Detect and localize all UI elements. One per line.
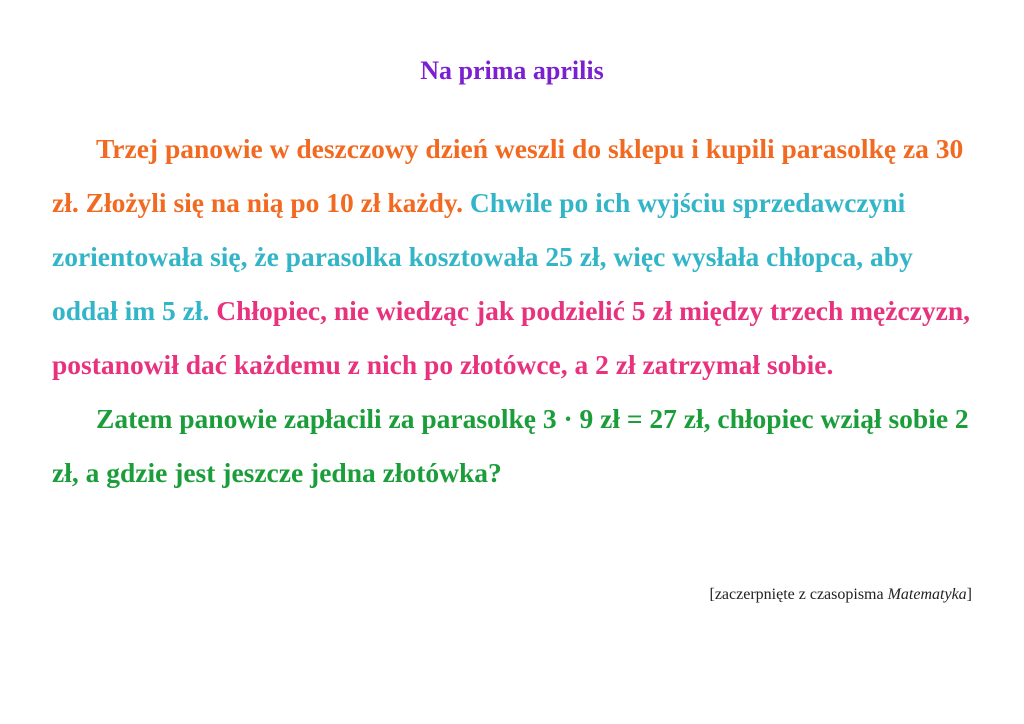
source-journal: Matematyka (887, 586, 967, 603)
source-citation (709, 586, 972, 604)
text-orange: Trzej panowie w deszczowy dzień weszli do sklepu i kupili parasolkę za 30 zł. Złożyli się na nią po 10 zł każdy. (52, 133, 964, 218)
page-title: Na prima aprilis (420, 56, 604, 85)
paragraph-1 (52, 122, 974, 392)
riddle-text (52, 122, 974, 500)
source-prefix: [zaczerpnięte z czasopisma (709, 586, 888, 603)
paragraph-2 (52, 392, 974, 500)
text-green: Zatem panowie zapłacili za parasolkę 3 · 9 zł = 27 zł, chłopiec wziął sobie 2 zł, a gdzie jest jeszcze jedna złotówka? (52, 403, 969, 488)
text-cyan: Chwile po ich wyjściu sprzedawczyni zorientowała się, że parasolka kosztowała 25 zł, więc wysłała chłopca, aby oddał im 5 zł. (52, 187, 913, 326)
text-pink: Chłopiec, nie wiedząc jak podzielić 5 zł między trzech mężczyzn, postanowił dać każdemu z nich po złotówce, a 2 zł zatrzymał sobie. (52, 295, 971, 380)
source-suffix: ] (966, 586, 972, 603)
